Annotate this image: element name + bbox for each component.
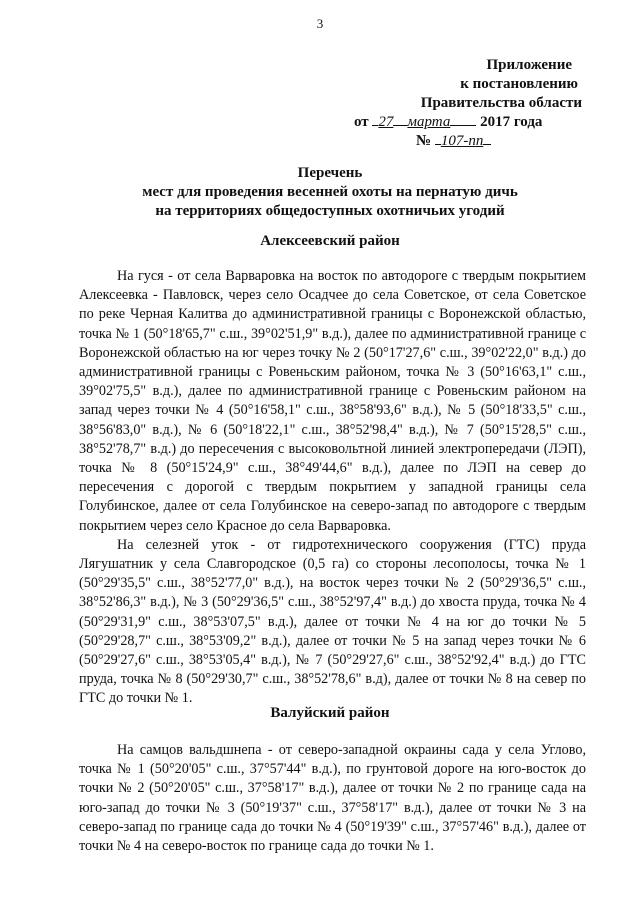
title-line-1: Перечень xyxy=(297,165,363,181)
document-title xyxy=(80,164,580,221)
title-line-2: мест для проведения весенней охоты на пернатую дичь xyxy=(142,184,518,200)
annex-date-prefix: от xyxy=(354,114,369,130)
annex-number-label: № xyxy=(416,133,432,149)
annex-number-line xyxy=(342,132,582,151)
annex-block xyxy=(342,56,582,151)
annex-date-month: марта xyxy=(407,114,451,130)
page-number: 3 xyxy=(316,16,324,31)
paragraph-drakes: На селезней уток - от гидротехнического сооружения (ГТС) пруда Лягушатник у села Славгородское (0,5 га) со стороны лесополосы, точка № 1 (50°29'35,5" с.ш., 38°52'77,0" в.д.), на восток через точки № 2 (50°29'36,5" с.ш., 38°52'86,3" в.д.), № 3 (50°29'36,5" с.ш., 38°52'97,4" в.д.) до хвоста пруда, точка № 4 (50°29'31,9" с.ш., 38°53'07,5" в.д.), далее от точки № 4 на юг до точки № 5 (50°29'28,7" с.ш., 38°53'09,2" в.д.), далее от точки № 5 на запад через точки № 6 (50°29'27,6" с.ш., 38°53'05,4" в.д.), № 7 (50°29'27,6" с.ш., 38°52'92,4" в.д.) до ГТС пруда, точка № 8 (50°29'30,7" с.ш., 38°52'78,6" в.д), далее от точки № 8 на север по ГТС до точки № 1. xyxy=(79,536,586,707)
district-heading-valuysky: Валуйский район xyxy=(270,705,390,721)
annex-date-day: 27 xyxy=(378,114,394,130)
paragraph-woodcock: На самцов вальдшнепа - от северо-западной окраины сада у села Углово, точка № 1 (50°20'05" с.ш., 37°57'44" в.д.), по грунтовой дороге на юго-восток до точки № 2 (50°20'05" с.ш., 37°58'17" в.д.), далее от точки № 2 по границе сада на юго-запад до точки № 3 (50°19'37" с.ш., 37°58'17" в.д.), далее от точки № 3 на северо-запад по границе сада до точки № 4 (50°19'39" с.ш., 37°57'46" в.д.), далее от точки № 4 на северо-восток по границе сада до точки № 1. xyxy=(79,742,586,855)
paragraph-geese: На гуся - от села Варваровка на восток по автодороге с твердым покрытием Алексеевка - Павловск, через село Осадчее до села Советское, от села Советское по реке Черная Калитва до административной границы с Воронежской областью, точка № 1 (50°18'65,7" с.ш., 39°02'51,9" в.д.), далее по административной границе с Воронежской областью на юг через точку № 2 (50°17'27,6" с.ш., 39°02'22,0" в.д.) до административной границы с Ровеньским районом, точка № 3 (50°16'63,1" с.ш., 39°02'75,5" в.д.), далее по административной границе с Ровеньским районом на запад через точки № 4 (50°16'58,1" с.ш., 38°58'93,6" в.д.), № 5 (50°18'33,5" с.ш., 38°56'83,0" в.д.), № 6 (50°18'22,1" с.ш., 38°52'98,4" в.д.), № 7 (50°15'28,5" с.ш., 38°52'78,7" в.д.) до пересечения с высоковольтной линией электропередачи (ЛЭП), точка № 8 (50°15'24,9" с.ш., 38°49'44,6" в.д.), далее по ЛЭП на север до пересечения с дорогой с твердым покрытием у западной границы села Голубинское, далее от села Голубинское на северо-запад по автодороге с твердым покрытием через село Красное до села Варваровка. xyxy=(79,268,586,534)
annex-subheading: к постановлению xyxy=(460,76,578,92)
annex-date-year: 2017 года xyxy=(480,114,543,130)
title-line-3: на территориях общедоступных охотничьих угодий xyxy=(155,203,505,219)
district-text-alekseevsky xyxy=(79,267,586,709)
annex-authority: Правительства области xyxy=(420,95,582,111)
annex-number-value: 107-пп xyxy=(440,133,484,149)
district-text-valuysky xyxy=(79,741,586,856)
district-heading-alekseevsky: Алексеевский район xyxy=(260,233,400,249)
annex-heading: Приложение xyxy=(486,57,572,73)
annex-date-line xyxy=(342,113,582,132)
